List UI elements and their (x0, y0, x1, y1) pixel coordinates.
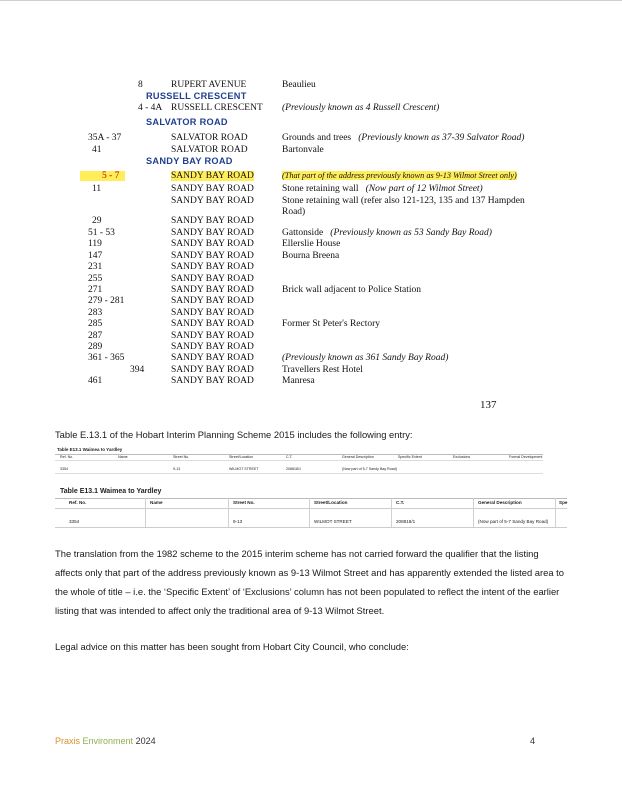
listing-street: RUSSELL CRESCENT (171, 103, 263, 113)
small-table-cell: 9-13 (173, 467, 181, 471)
listing-row (0, 133, 622, 145)
listing-number: 4 - 4A (138, 103, 163, 113)
paragraph-line: listing that was intended to affect only the traditional area of 9-13 Wilmot Street. (55, 605, 385, 616)
small-table-header: Specific Extent (398, 455, 422, 459)
listing-row (0, 376, 622, 388)
listing-number: 5 - 7 (80, 171, 125, 181)
listing-number: 41 (92, 145, 102, 155)
small-table-header: Formal Development (509, 455, 543, 459)
divider (55, 527, 567, 528)
listing-row (0, 319, 622, 331)
paragraph-line: the whole of title – i.e. the ‘Specific Extent’ of ‘Exclusions’ column has not been populated to reflect the intent of the earlier (55, 586, 560, 597)
listing-number: 119 (88, 239, 102, 249)
zoomed-table (55, 487, 567, 532)
listing-street: SALVATOR ROAD (171, 133, 248, 143)
listing-street: SALVATOR ROAD (171, 145, 248, 155)
body-paragraph (55, 544, 567, 620)
zoomed-table-header: Ref. No. (69, 500, 87, 505)
listing-street: SANDY BAY ROAD (171, 274, 254, 284)
listing-street: SANDY BAY ROAD (171, 171, 254, 181)
listing-number: 271 (88, 285, 103, 295)
listing-row (0, 80, 622, 92)
listing-description: Ellerslie House (282, 239, 341, 249)
listing-description: Bourna Breena (282, 251, 340, 261)
listing-description: Stone retaining wall (refer also 121-123, 135 and 137 Hampden (282, 196, 525, 206)
listing-number: 51 - 53 (88, 228, 115, 238)
footer-brand-b: Environment (82, 736, 134, 746)
listing-description: Gattonside (Previously known as 53 Sandy Bay Road) (282, 228, 492, 238)
listing-street: SANDY BAY ROAD (171, 365, 254, 375)
listing-description: Road) (282, 207, 306, 217)
listing-number: 361 - 365 (88, 353, 125, 363)
listing-description: Grounds and trees (Previously known as 37-39 Salvator Road) (282, 133, 525, 143)
divider (55, 498, 567, 499)
listing-row (0, 184, 622, 196)
zoomed-table-cell: 208818/1 (396, 519, 416, 524)
paragraph-line: The translation from the 1982 scheme to the 2015 interim scheme has not carried forward the qualifier that the listing (55, 548, 539, 559)
listing-number: 285 (88, 319, 103, 329)
street-heading-salvator: SALVATOR ROAD (146, 117, 228, 127)
street-heading-sandy-bay: SANDY BAY ROAD (146, 156, 233, 166)
small-table-header: Street No. (173, 455, 190, 459)
legal-advice-text: Legal advice on this matter has been sought from Hobart City Council, who conclude: (55, 641, 409, 652)
column-divider (555, 498, 556, 528)
listing-street: SANDY BAY ROAD (171, 228, 254, 238)
paragraph-line: affects only that part of the address previously known as 9-13 Wilmot Street and has apparently extended the listed area to (55, 567, 564, 578)
listing-number: 11 (92, 184, 102, 194)
listing-street: SANDY BAY ROAD (171, 239, 254, 249)
listing-street: SANDY BAY ROAD (171, 196, 254, 206)
zoomed-table-cell: WILMOT STREET (314, 519, 352, 524)
listing-description: Manresa (282, 376, 315, 386)
street-heading-russell: RUSSELL CRESCENT (146, 91, 247, 101)
listing-number: 35A - 37 (88, 133, 122, 143)
divider (55, 460, 543, 461)
footer-year: 2024 (135, 736, 156, 746)
small-table-header: Ref. No. (60, 455, 74, 459)
listing-number: 231 (88, 262, 103, 272)
listing-description: Beaulieu (282, 80, 316, 90)
small-table-cell: 3354 (60, 467, 68, 471)
listing-street: SANDY BAY ROAD (171, 331, 254, 341)
listing-number: 287 (88, 331, 103, 341)
zoomed-table-title: Table E13.1 Waimea to Yardley (60, 488, 162, 495)
listing-street: SANDY BAY ROAD (171, 319, 254, 329)
small-table-header: C.T. (286, 455, 293, 459)
column-divider (309, 498, 310, 528)
small-table-header: Street/Location (229, 455, 254, 459)
intro-text: Table E.13.1 of the Hobart Interim Planning Scheme 2015 includes the following entry: (55, 429, 413, 440)
listing-description: Former St Peter's Rectory (282, 319, 381, 329)
listing-number: 29 (92, 216, 102, 226)
listing-street: SANDY BAY ROAD (171, 251, 254, 261)
zoomed-table-cell: 3354 (69, 519, 80, 524)
zoomed-table-cell: 9-13 (233, 519, 243, 524)
listing-description: Brick wall adjacent to Police Station (282, 285, 422, 295)
listing-description: Travellers Rest Hotel (282, 365, 363, 375)
zoomed-table-header: C.T. (396, 500, 405, 505)
small-table-cell: 208818/1 (286, 467, 301, 471)
listing-number: 147 (88, 251, 103, 261)
footer-page-number: 4 (530, 736, 536, 746)
listing-street: SANDY BAY ROAD (171, 342, 254, 352)
column-divider (145, 498, 146, 528)
listing-row (0, 262, 622, 274)
extract-page-number: 137 (480, 399, 497, 411)
listing-description: (Previously known as 361 Sandy Bay Road) (282, 353, 449, 363)
zoomed-table-header: General Description (478, 500, 522, 505)
zoomed-table-header: Street/Location (314, 500, 348, 505)
column-divider (391, 498, 392, 528)
small-table-header: Exclusions (453, 455, 471, 459)
listing-row (0, 296, 622, 308)
listing-number: 255 (88, 274, 103, 284)
listing-street: SANDY BAY ROAD (171, 216, 254, 226)
zoomed-table-header: Spe (559, 500, 568, 505)
small-table-title: Table E13.1 Waimea to Yardley (57, 447, 123, 452)
listing-street: SANDY BAY ROAD (171, 308, 254, 318)
listing-street: SANDY BAY ROAD (171, 376, 254, 386)
listing-description: Bartonvale (282, 145, 324, 155)
listing-description: (That part of the address previously known as 9-13 Wilmot Street only) (282, 171, 517, 180)
footer-brand-a: Praxis (55, 736, 81, 746)
listing-street: SANDY BAY ROAD (171, 184, 254, 194)
small-table-cell: WILMOT STREET (229, 467, 259, 471)
zoomed-table-header: Street No. (233, 500, 255, 505)
small-table (55, 446, 567, 478)
listing-description: Stone retaining wall (Now part of 12 Wilmot Street) (282, 184, 483, 194)
column-divider (228, 498, 229, 528)
listing-street: SANDY BAY ROAD (171, 296, 254, 306)
listing-number: 394 (130, 365, 145, 375)
listing-number: 461 (88, 376, 103, 386)
footer-brand (55, 736, 156, 746)
column-divider (473, 498, 474, 528)
divider (55, 473, 543, 474)
listing-row (0, 145, 622, 157)
listing-street: SANDY BAY ROAD (171, 285, 254, 295)
listing-number: 279 - 281 (88, 296, 125, 306)
page-top-border (0, 0, 622, 1)
listing-description: (Previously known as 4 Russell Crescent) (282, 103, 440, 113)
listing-street: RUPERT AVENUE (171, 80, 247, 90)
listing-row (0, 239, 622, 251)
listing-row (0, 103, 622, 115)
zoomed-table-cell: (Now part of 5-7 Sandy Bay Road) (478, 519, 549, 524)
listing-street: SANDY BAY ROAD (171, 353, 254, 363)
listing-number: 8 (138, 80, 143, 90)
divider (55, 508, 567, 509)
small-table-header: Name (118, 455, 128, 459)
small-table-header: General Description (342, 455, 374, 459)
listing-number: 283 (88, 308, 103, 318)
listing-street: SANDY BAY ROAD (171, 262, 254, 272)
listing-row (0, 353, 622, 365)
zoomed-table-header: Name (150, 500, 163, 505)
listing-row-highlighted (0, 171, 622, 183)
small-table-cell: (Now part of 5-7 Sandy Bay Road) (342, 467, 397, 471)
listing-number: 289 (88, 342, 103, 352)
listing-row (0, 216, 622, 228)
